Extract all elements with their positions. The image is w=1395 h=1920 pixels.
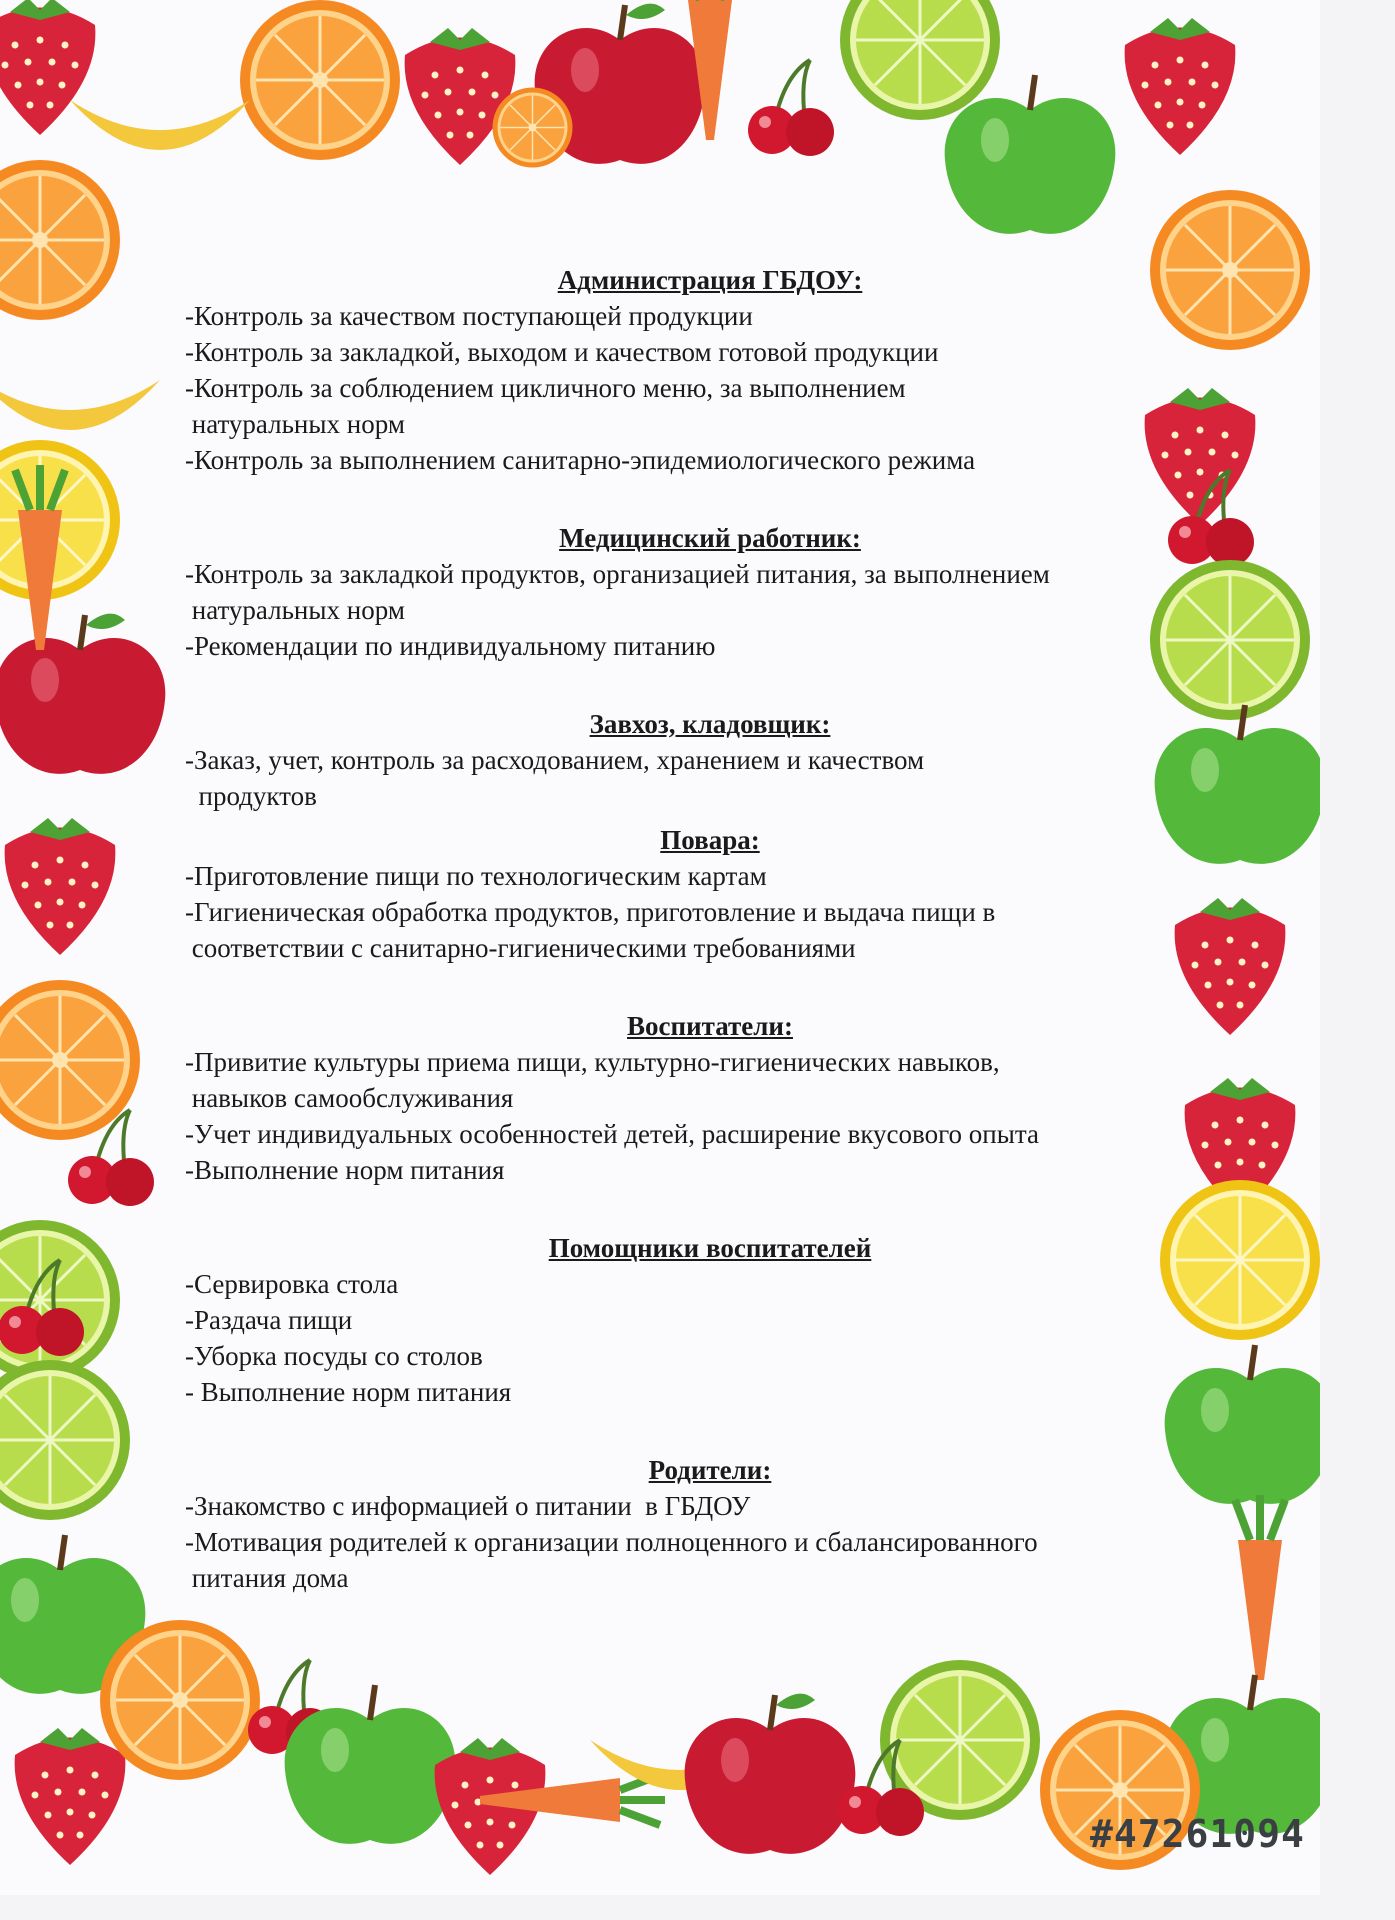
section-item: -Приготовление пищи по технологическим картам: [185, 861, 767, 891]
section-heading: Администрация ГБДОУ:: [557, 265, 863, 295]
section: [185, 706, 1235, 814]
section-item: -Гигиеническая обработка продуктов, приготовление и выдача пищи в: [185, 897, 996, 927]
section: [185, 1230, 1235, 1410]
section-item: питания дома: [185, 1563, 349, 1593]
section-item: -Контроль за качеством поступающей продукции: [185, 301, 753, 331]
document-stamp: #47261094: [1090, 1812, 1305, 1856]
section-item: -Раздача пищи: [185, 1305, 353, 1335]
section-item: -Рекомендации по индивидуальному питанию: [185, 631, 716, 661]
section-heading: Медицинский работник:: [559, 523, 861, 553]
section: [185, 1452, 1235, 1596]
section-heading: Завхоз, кладовщик:: [589, 709, 831, 739]
section-item: -Уборка посуды со столов: [185, 1341, 483, 1371]
section-heading: Родители:: [648, 1455, 772, 1485]
section: [185, 1008, 1235, 1188]
section: [185, 520, 1235, 664]
section-heading: Помощники воспитателей: [548, 1233, 872, 1263]
section-item: -Контроль за закладкой, выходом и качеством готовой продукции: [185, 337, 939, 367]
section-item: соответствии с санитарно-гигиеническими требованиями: [185, 933, 856, 963]
section-item: -Выполнение норм питания: [185, 1155, 505, 1185]
section-item: -Знакомство с информацией о питании в ГБДОУ: [185, 1491, 751, 1521]
section-item: навыков самообслуживания: [185, 1083, 514, 1113]
section-item: продуктов: [185, 781, 317, 811]
section-item: -Учет индивидуальных особенностей детей, расширение вкусового опыта: [185, 1119, 1039, 1149]
section-item: -Контроль за выполнением санитарно-эпидемиологического режима: [185, 445, 976, 475]
section-item: натуральных норм: [185, 595, 405, 625]
section-item: - Выполнение норм питания: [185, 1377, 512, 1407]
section-item: -Заказ, учет, контроль за расходованием, хранением и качеством: [185, 745, 925, 775]
section-item: -Мотивация родителей к организации полноценного и сбалансированного: [185, 1527, 1038, 1557]
section: [185, 262, 1235, 478]
section-item: -Контроль за соблюдением цикличного меню, за выполнением: [185, 373, 906, 403]
responsibilities-list: [185, 262, 1235, 1638]
section-heading: Повара:: [660, 825, 760, 855]
section-item: натуральных норм: [185, 409, 405, 439]
section: [185, 822, 1235, 966]
section-item: -Сервировка стола: [185, 1269, 399, 1299]
section-item: -Привитие культуры приема пищи, культурно-гигиенических навыков,: [185, 1047, 1000, 1077]
section-item: -Контроль за закладкой продуктов, организацией питания, за выполнением: [185, 559, 1050, 589]
section-heading: Воспитатели:: [627, 1011, 793, 1041]
